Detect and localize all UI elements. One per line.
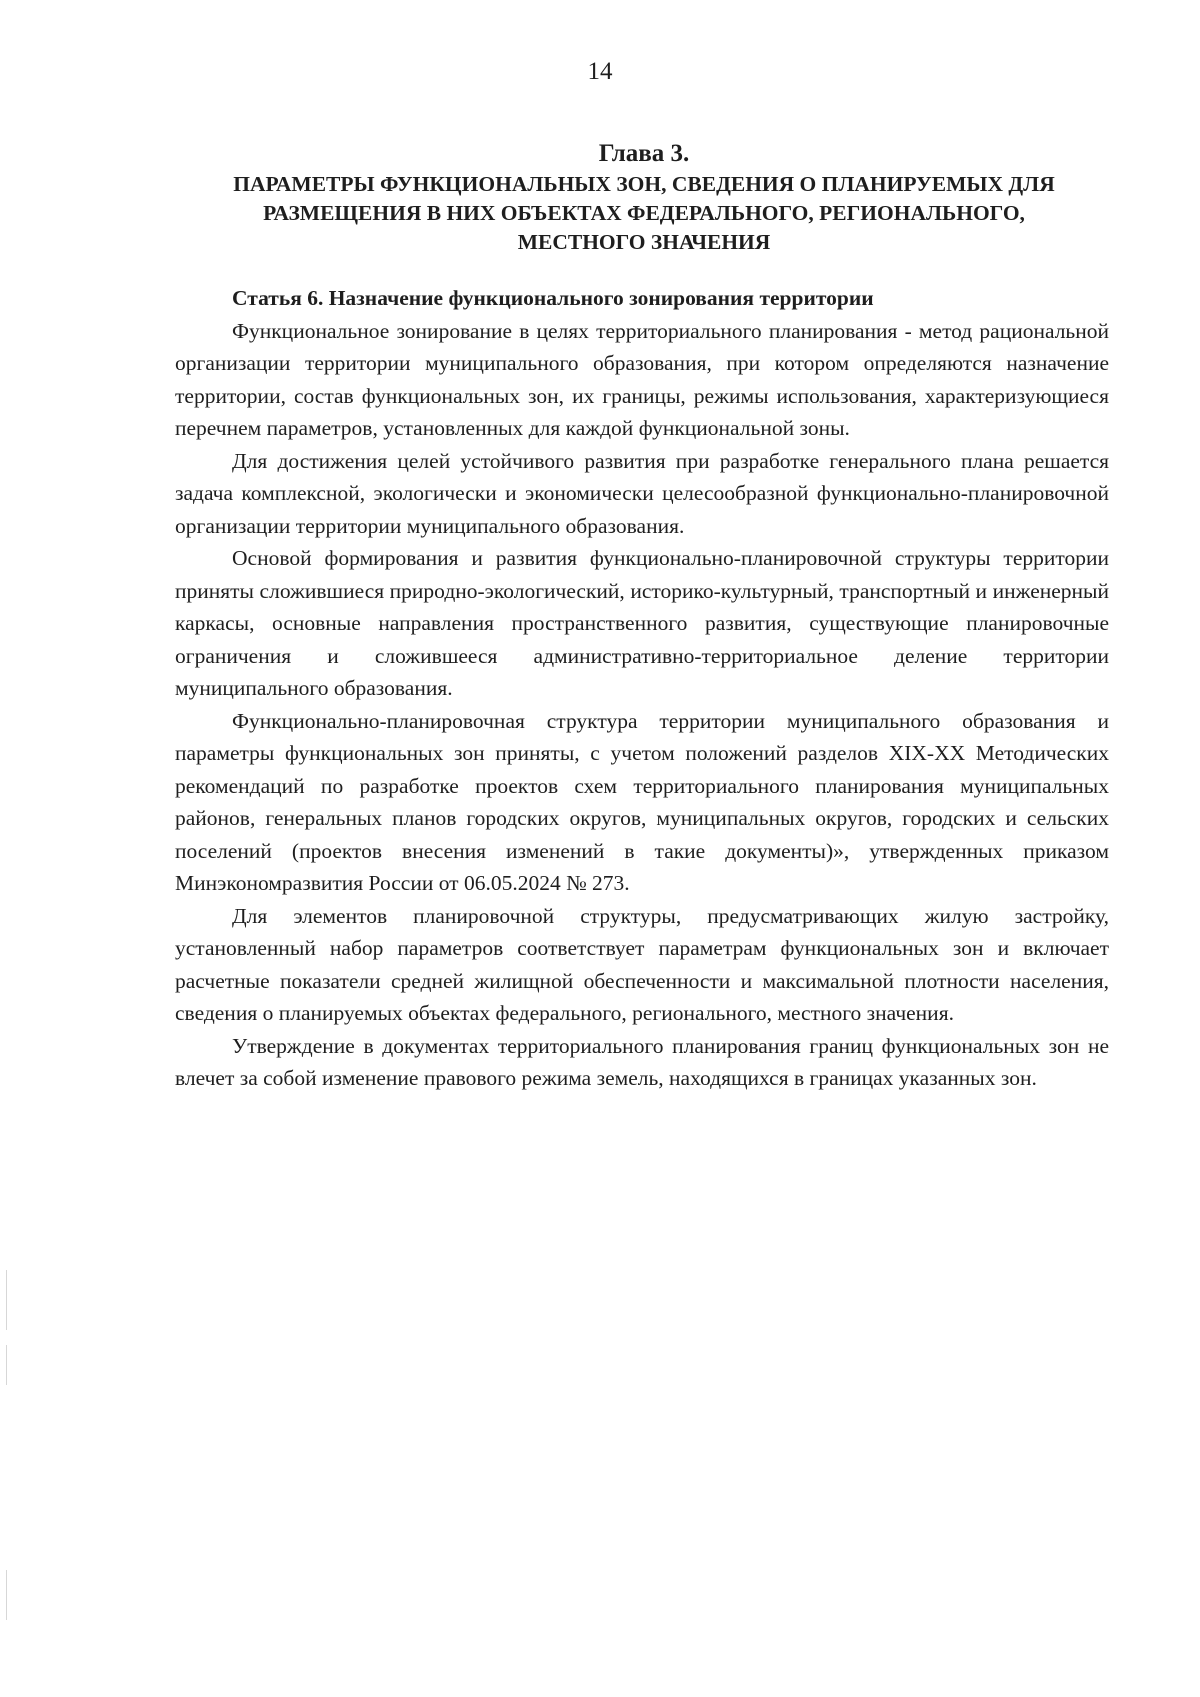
paragraph: Функциональное зонирование в целях территориального планирования - метод рациональной организации территории муниципального образования, при котором определяются назначение территории, состав функциональных зон, их границы, режимы использования, характеризующиеся перечнем параметров, установленных для каждой функциональной зоны. <box>175 318 1109 440</box>
article-title: Статья 6. Назначение функционального зонирования территории <box>232 286 874 310</box>
page-number: 14 <box>587 58 613 85</box>
scan-edge-mark <box>6 1570 7 1620</box>
chapter-title <box>170 170 1118 257</box>
chapter-title-line: РАЗМЕЩЕНИЯ В НИХ ОБЪЕКТАХ ФЕДЕРАЛЬНОГО, РЕГИОНАЛЬНОГО, <box>263 201 1025 225</box>
paragraph: Основой формирования и развития функционально-планировочной структуры территории приняты сложившиеся природно-экологический, историко-культурный, транспортный и инженерный каркасы, основные направления пространственного развития, существующие планировочные ограничения и сложившееся административно-территориальное деление территории муниципального образования. <box>175 546 1109 700</box>
chapter-number: Глава 3. <box>598 140 690 167</box>
chapter-heading <box>170 137 1118 257</box>
paragraph: Утверждение в документах территориального планирования границ функциональных зон не влечет за собой изменение правового режима земель, находящихся в границах указанных зон. <box>175 1033 1109 1090</box>
paragraph: Функционально-планировочная структура территории муниципального образования и параметры функциональных зон приняты, с учетом положений разделов XIX-XX Методических рекомендаций по разработке проектов схем территориального планирования муниципальных районов, генеральных планов городских округов, муниципальных округов, городских и сельских поселений (проектов внесения изменений в такие документы)», утвержденных приказом Минэкономразвития России от 06.05.2024 № 273. <box>175 708 1109 895</box>
chapter-title-line: ПАРАМЕТРЫ ФУНКЦИОНАЛЬНЫХ ЗОН, СВЕДЕНИЯ О ПЛАНИРУЕМЫХ ДЛЯ <box>233 172 1055 196</box>
chapter-title-line: МЕСТНОГО ЗНАЧЕНИЯ <box>517 230 771 254</box>
article-body <box>175 282 1109 1095</box>
scan-edge-mark <box>6 1270 7 1330</box>
paragraph: Для элементов планировочной структуры, предусматривающих жилую застройку, установленный набор параметров соответствует параметрам функциональных зон и включает расчетные показатели средней жилищной обеспеченности и максимальной плотности населения, сведения о планируемых объектах федерального, регионального, местного значения. <box>175 903 1109 1025</box>
paragraph: Для достижения целей устойчивого развития при разработке генерального плана решается задача комплексной, экологически и экономически целесообразной функционально-планировочной организации территории муниципального образования. <box>175 448 1109 538</box>
scan-edge-mark <box>6 1345 7 1385</box>
